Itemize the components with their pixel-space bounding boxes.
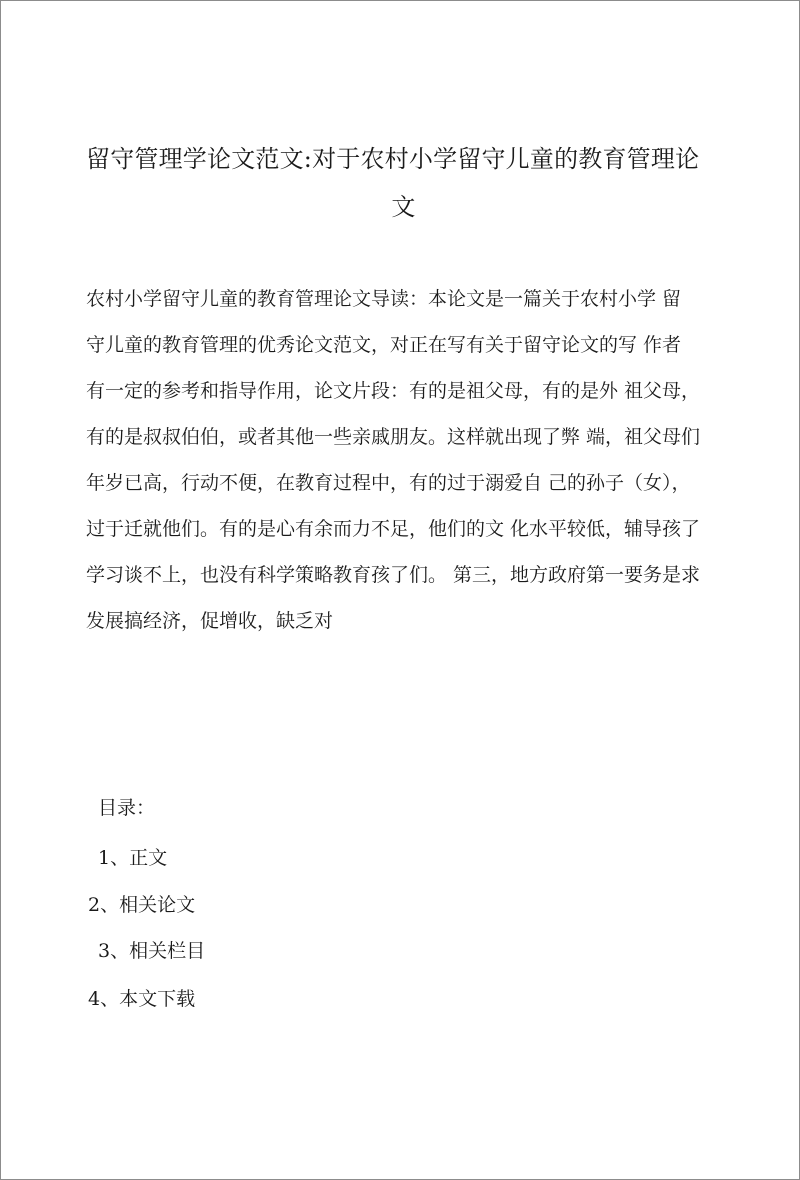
paragraph-line: 农村小学留守儿童的教育管理论文导读：本论文是一篇关于农村小学 留 [86, 288, 682, 310]
paragraph-line: 发展搞经济，促增收，缺乏对 [86, 610, 334, 632]
toc-item-download[interactable]: 4、本文下载 [88, 988, 196, 1010]
toc-item-related-sections[interactable]: 3、相关栏目 [98, 940, 206, 962]
toc-item-related-papers[interactable]: 2、相关论文 [88, 894, 196, 916]
paragraph-line: 有的是叔叔伯伯，或者其他一些亲戚朋友。这样就出现了弊 端，祖父母们 [86, 426, 701, 448]
paragraph-line: 过于迁就他们。有的是心有余而力不足，他们的文 化水平较低，辅导孩了 [86, 518, 701, 540]
abstract-paragraph [86, 276, 716, 644]
title-line-2: 文 [391, 193, 416, 221]
paragraph-line: 学习谈不上，也没有科学策略教育孩了们。 第三，地方政府第一要务是求 [86, 564, 701, 586]
toc-heading: 目录： [98, 797, 156, 819]
paragraph-line: 守儿童的教育管理的优秀论文范文，对正在写有关于留守论文的写 作者 [86, 334, 682, 356]
title-line-1: 留守管理学论文范文:对于农村小学留守儿童的教育管理论 [86, 145, 700, 173]
document-title [86, 135, 716, 231]
paragraph-line: 有一定的参考和指导作用，论文片段：有的是祖父母，有的是外 祖父母， [86, 380, 701, 402]
toc-item-main-text[interactable]: 1、正文 [98, 847, 168, 869]
paragraph-line: 年岁已高，行动不便，在教育过程中，有的过于溺爱自 己的孙子（女）， [86, 472, 691, 494]
